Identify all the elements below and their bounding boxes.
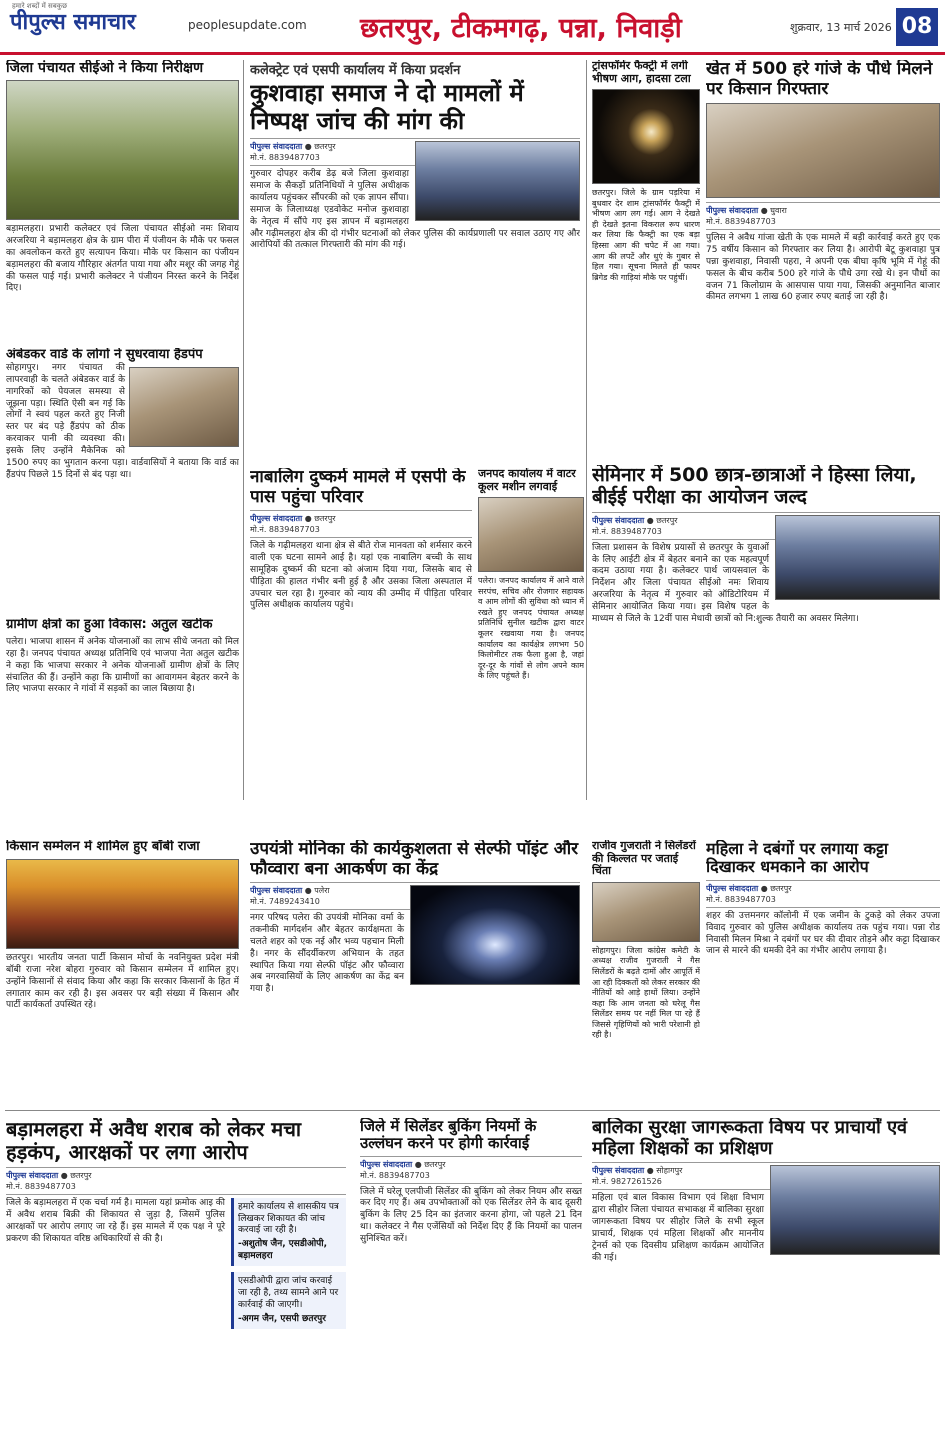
byline-name: पीपुल्स संवाददाता bbox=[706, 883, 759, 893]
byline-place: पलेरा bbox=[314, 886, 330, 896]
kicker: कलेक्ट्रेट एवं एसपी कार्यालय में किया प्रदर्शन bbox=[250, 63, 461, 78]
story-body: बड़ामलहरा। प्रभारी कलेक्टर एवं जिला पंचायत सीईओ नमः शिवाय अरजरिया ने बड़ामलहरा क्षेत्र के ग्राम पीरा में पंजीयन के मौके पर फसल का अवलोकन करते हुए सत्यापन किया। मौके पर किसान का पंजीयन बड़ामलहरा की बजाय गौरिहार अंतर्गत पाया गया और मशूर की जगह गेहूं की फसल पाई गई। प्रभारी कलेक्टर ने पंजीयन निरस्त करने के निर्देश दिए। bbox=[6, 224, 239, 294]
story-rural-development[interactable] bbox=[6, 618, 239, 798]
byline-name: पीपुल्स संवाददाता bbox=[706, 206, 759, 216]
byline-name: पीपुल्स संवाददाता bbox=[592, 515, 645, 525]
headline[interactable]: ट्रांसफॉर्मर फैक्ट्री में लगी भीषण आग, हादसा टला bbox=[592, 60, 691, 85]
mobile-number: मो.नं. 7489243410 bbox=[250, 897, 320, 907]
byline-name: पीपुल्स संवाददाता bbox=[360, 1159, 413, 1169]
story-cylinder-shortage[interactable] bbox=[592, 840, 700, 1105]
story-body: महिला एवं बाल विकास विभाग एवं शिक्षा विभाग द्वारा सीहोर जिला पंचायत सभाकक्ष में बालिका सुरक्षा जागरूकता विषय पर सीहोर जिले के सभी स्कूल प्राचार्य, शिक्षक एवं महिला शिक्षकों और माननीय ट्रेनर्स को एक दिवसीय प्रशिक्षण कार्यक्रम आयोजित की गई। bbox=[592, 1193, 764, 1263]
headline[interactable]: नाबालिग दुष्कर्म मामले में एसपी के पास पहुंचा परिवार bbox=[250, 468, 466, 507]
byline: पीपुल्स संवाददाता ● छतरपुर मो.नं. 8839487703 bbox=[250, 510, 472, 538]
mobile-number: मो.नं. 8839487703 bbox=[250, 153, 320, 163]
website-link[interactable]: peoplesupdate.com bbox=[188, 18, 307, 32]
byline-name: पीपुल्स संवाददाता bbox=[250, 886, 303, 896]
byline: पीपुल्स संवाददाता ● छतरपुर मो.नं. 8839487703 bbox=[6, 1167, 346, 1195]
story-photo bbox=[775, 515, 940, 600]
story-photo bbox=[706, 103, 940, 198]
byline: पीपुल्स संवाददाता ● पलेरा मो.नं. 7489243410 bbox=[250, 882, 580, 910]
story-illegal-liquor[interactable] bbox=[6, 1118, 346, 1440]
byline: पीपुल्स संवाददाता ● घुवारा मो.नं. 8839487703 bbox=[706, 202, 940, 230]
story-water-cooler[interactable] bbox=[478, 468, 584, 803]
headline[interactable]: अंबेडकर वार्ड के लोगों ने सुधरवाया हैंडपंप bbox=[6, 348, 203, 362]
brand-tagline: हमारे शब्दों में सबकुछ bbox=[12, 2, 68, 10]
story-body: पलेरा। भाजपा शासन में अनेक योजनाओं का लाभ सीधे जनता को मिल रहा है। जनपद पंचायत अध्यक्ष प्रतिनिधि एवं भाजपा नेता अतुल खटीक ने कहा कि भाजपा सरकार ने अनेक योजनाओं ग्रामीण क्षेत्रों के लिए संचालित की हैं। उन्होंने कहा कि ग्रामीणों का आवागमन बेहतर करने के लिए भाजपा सरकार ने गांवों में सड़कों का जाल बिछाया है। bbox=[6, 636, 239, 695]
headline[interactable]: सेमिनार में 500 छात्र-छात्राओं ने हिस्सा लिया, बीईई परीक्षा का आयोजन जल्द bbox=[592, 465, 917, 508]
story-photo bbox=[6, 859, 239, 949]
story-kisan-sammelan[interactable] bbox=[6, 840, 239, 1105]
story-body: सोहागपुर। नगर पंचायत की लापरवाही के चलते अंबेडकर वार्ड के नागरिकों को पेयजल समस्या से जूझना पड़ा। स्थिति ऐसी बन गई कि लोगों ने स्वयं पहल करते हुए निजी स्तर पर बंद पड़े हैंडपंप को ठीक करवाकर पानी की व्यवस्था की। इसके लिए उन्होंने मैकेनिक को 1500 रुपए का भुगतान करना पड़ा। वार्डवासियों ने बताया कि वार्ड का हैंडपंप पिछले 15 दिनों से बंद पड़ा था। bbox=[6, 362, 239, 480]
page-number: 08 bbox=[896, 8, 938, 46]
story-photo bbox=[6, 80, 239, 220]
quote-author: -अशुतोष जैन, एसडीओपी, बड़ामलहरा bbox=[238, 1239, 328, 1261]
quote-author: -अगम जैन, एसपी छतरपुर bbox=[238, 1313, 326, 1324]
story-photo bbox=[770, 1165, 940, 1255]
headline[interactable]: राजीव गुजराती ने सिलेंडरों की किल्लत पर जताई चिंता bbox=[592, 840, 696, 878]
story-factory-fire[interactable] bbox=[592, 60, 700, 460]
headline[interactable]: जनपद कार्यालय में वाटर कूलर मशीन लगवाई bbox=[478, 468, 576, 493]
headline[interactable]: खेत में 500 हरे गांजे के पौधे मिलने पर किसान गिरफ्तार bbox=[706, 60, 933, 99]
mobile-number: मो.नं. 8839487703 bbox=[706, 894, 776, 904]
story-body: पलेरा। जनपद कार्यालय में आने वाले सरपंच, सचिव और रोजगार सहायक व आम लोगों की सुविधा को ध्यान में रखते हुए जनपद पंचायत अध्यक्ष प्रतिनिधि सुनील खटीक द्वारा वाटर कूलर रखवाया गया है। जनपद कार्यालय का कार्यक्षेत्र लगभग 50 किलोमीटर तक फैला हुआ है, जहां दूर-दूर के गांवों से लोग अपने काम के लिए पहुंचते हैं। bbox=[478, 576, 584, 681]
story-body: गुरुवार दोपहर करीब डेढ़ बजे जिला कुशवाहा समाज के सैकड़ों प्रतिनिधियों ने पुलिस अधीक्षक कार्यालय पहुंचकर सौंपरकी को एक ज्ञापन सौंपा। समाज के जिलाध्यक्ष एडवोकेट मनोज कुशवाहा के नेतृत्व में सौंपे गए इस ज्ञापन में बड़ामलहरा और गढ़ीमलहरा क्षेत्र की दो गंभीर घटनाओं को लेकर पुलिस की कार्यप्रणाली पर सवाल उठाए गए और आरोपियों की तत्काल गिरफ्तारी की मांग की गई। bbox=[250, 169, 580, 251]
mobile-number: मो.नं. 8839487703 bbox=[360, 1170, 430, 1180]
story-body: पुलिस ने अवैध गांजा खेती के एक मामले में बड़ी कार्रवाई करते हुए एक 75 वर्षीय किसान को गिरफ्तार कर लिया है। आरोपी बेटू कुशवाहा पुत्र पन्ना कुशवाहा, निवासी पहरा, ने अपनी एक बीघा कृषि भूमि में गेहूं की फसल के बीच करीब 500 हरे गांजे के पौधे उगा रखे थे। इन पौधों का वजन 71 किलोग्राम के आसपास पाया गया, जिसकी अनुमानित बाजार कीमत लगभग 1 लाख 60 हजार रुपए बताई जा रही है। bbox=[706, 233, 940, 303]
headline[interactable]: उपयंत्री मोनिका की कार्यकुशलता से सेल्फी पॉइंट और फौव्वारा बना आकर्षण का केंद्र bbox=[250, 840, 579, 879]
headline[interactable]: बड़ामलहरा में अवैध शराब को लेकर मचा हड़कंप, आरक्षकों पर लगा आरोप bbox=[6, 1118, 302, 1164]
story-girl-safety[interactable] bbox=[592, 1118, 940, 1440]
story-photo bbox=[129, 367, 239, 447]
mobile-number: मो.नं. 9827261526 bbox=[592, 1177, 662, 1187]
quote-text: हमारे कार्यालय से शासकीय पत्र लिखकर शिकायत की जांच करवाई जा रही है। bbox=[238, 1202, 339, 1236]
headline[interactable]: बालिका सुरक्षा जागरूकता विषय पर प्राचार्यों एवं महिला शिक्षकों का प्रशिक्षण bbox=[592, 1118, 908, 1159]
mobile-number: मो.नं. 8839487703 bbox=[6, 1182, 76, 1191]
story-selfie-point[interactable] bbox=[250, 840, 580, 1105]
story-photo bbox=[415, 141, 580, 221]
story-ceo-inspection[interactable] bbox=[6, 60, 239, 345]
story-photo bbox=[592, 882, 700, 942]
quote-text: एसडीओपी द्वारा जांच करवाई जा रही है, तथ्य सामने आने पर कार्रवाई की जाएगी। bbox=[238, 1276, 339, 1310]
headline[interactable]: किसान सम्मेलन में शामिल हुए बॉबी राजा bbox=[6, 840, 200, 854]
story-seminar[interactable] bbox=[592, 465, 940, 805]
story-body: जिले के गढ़ीमलहरा थाना क्षेत्र से बीते रोज मानवता को शर्मसार करने वाली एक घटना सामने आई है। यहां एक नाबालिग बच्ची के साथ सामूहिक दुष्कर्म की घटना को अंजाम दिया गया, जिसके बाद से पीड़िता की हालत गंभीर बनी हुई है और उसका जिला अस्पताल में उपचार चल रहा है। गुरुवार को न्याय की उम्मीद में पीड़िता परिवार पुलिस अधीक्षक कार्यालय पहुंचे। bbox=[250, 541, 472, 611]
story-woman-threat[interactable] bbox=[706, 840, 940, 1105]
headline[interactable]: जिले में सिलेंडर बुकिंग नियमों के उल्लंघन करने पर होगी कार्रवाई bbox=[360, 1118, 537, 1153]
story-cylinder-rules[interactable] bbox=[360, 1118, 582, 1440]
region-title: छतरपुर, टीकमगढ़, पन्ना, निवाड़ी bbox=[360, 13, 682, 44]
story-ganja-arrest[interactable] bbox=[706, 60, 940, 460]
byline-place: छतरपुर bbox=[314, 514, 336, 524]
story-body: सोहागपुर। जिला कांग्रेस कमेटी के अध्यक्ष राजीव गुजराती ने गैस सिलेंडरों के बढ़ते दामों और आपूर्ति में आ रही दिक्कतों को लेकर सरकार की नीतियों को आड़े हाथों लिया। उन्होंने कहा कि आम जनता को घरेलू गैस सिलेंडर समय पर नहीं मिल पा रहे हैं जिससे गृहिणियों को भारी परेशानी हो रही है। bbox=[592, 945, 700, 1040]
byline-name: पीपुल्स संवाददाता bbox=[6, 1171, 59, 1180]
byline-place: सोहागपुर bbox=[656, 1166, 683, 1176]
column-rule bbox=[243, 60, 244, 800]
story-body: छतरपुर। जिले के ग्राम पड़रिया में बुधवार देर शाम ट्रांसफॉर्मर फैक्ट्री में भीषण आग लग गई। आग ने देखते ही देखते इतना विकराल रूप धारण कर लिया कि फैक्ट्री का एक बड़ा हिस्सा आग की चपेट में आ गया। आग की लपटें और धुएं के गुबार से हिल गया। सूचना मिलते ही फायर ब्रिगेड की गाड़ियां मौके पर पहुंचीं। bbox=[592, 188, 700, 282]
byline-place: छतरपुर bbox=[424, 1159, 446, 1169]
story-kushwaha-protest[interactable] bbox=[250, 60, 580, 450]
masthead bbox=[0, 0, 945, 55]
story-body: जिले के बड़ामलहरा में एक चर्चा गर्म है। मामला यहां फ्रमोक आइ की में अवैध शराब बिक्री की शिकायत से जुड़ा है, जिसमें पुलिस आरक्षकों पर आरोप लगाए जा रहे हैं। इस मामले में एक पक्ष ने पूरे प्रकरण की शिकायत वरिष्ठ अधिकारियों से की है। bbox=[6, 1198, 225, 1244]
story-body: जिला प्रशासन के विशेष प्रयासों से छतरपुर के युवाओं के लिए आईटी क्षेत्र में बेहतर बनाने का एक महत्वपूर्ण कदम उठाया गया है। कलेक्टर पार्थ जायसवाल के निर्देशन और जिला पंचायत सीईओ नमः शिवाय अरजरिया के नेतृत्व में गुरुवार को ऑडिटोरियम में सेमिनार आयोजित किया गया। इस विशेष पहल के माध्यम से जिले के 12वीं पास मेधावी छात्रों को नि:शुल्क तैयारी का अवसर मिलेगा। bbox=[592, 542, 859, 624]
quote-box bbox=[231, 1198, 346, 1266]
story-photo bbox=[478, 497, 584, 572]
byline-place: छतरपुर bbox=[656, 515, 678, 525]
story-photo bbox=[592, 89, 700, 184]
story-photo bbox=[410, 885, 580, 985]
byline: पीपुल्स संवाददाता ● छतरपुर मो.नं. 8839487703 bbox=[360, 1156, 582, 1184]
headline[interactable]: ग्रामीण क्षेत्रों का हुआ विकास: अतुल खटीक bbox=[6, 618, 213, 632]
byline: पीपुल्स संवाददाता ● छतरपुर मो.नं. 8839487703 bbox=[592, 512, 940, 540]
headline[interactable]: कुशवाहा समाज ने दो मामलों में निष्पक्ष जांच की मांग की bbox=[250, 79, 524, 135]
byline-place: घुवारा bbox=[770, 206, 787, 216]
mobile-number: मो.नं. 8839487703 bbox=[592, 526, 662, 536]
story-body: छतरपुर। भारतीय जनता पार्टी किसान मोर्चा के नवनियुक्त प्रदेश मंत्री बॉबी राजा नरेश बोहरा गुरुवार को किसान सम्मेलन में शामिल हुए। उन्होंने किसानों से संवाद किया और कहा कि सरकार किसानों के हित में लगातार काम कर रही है। इस अवसर पर बड़ी संख्या में किसान और पार्टी कार्यकर्ता उपस्थित रहे। bbox=[6, 952, 239, 1011]
byline-place: छतरपुर bbox=[314, 142, 336, 152]
story-handpump[interactable] bbox=[6, 348, 239, 616]
publication-date: शुक्रवार, 13 मार्च 2026 bbox=[790, 21, 892, 34]
headline[interactable]: महिला ने दबंगों पर लगाया कट्टा दिखाकर धमकाने का आरोप bbox=[706, 840, 889, 877]
mobile-number: मो.नं. 8839487703 bbox=[706, 217, 776, 227]
byline: पीपुल्स संवाददाता ● सोहागपुर मो.नं. 9827261526 bbox=[592, 1162, 940, 1190]
story-body: शहर की उत्तमनगर कॉलोनी में एक जमीन के टुकड़े को लेकर उपजा विवाद गुरुवार को पुलिस अधीक्षक कार्यालय तक पहुंच गया। पन्ना रोड निवासी मिलन मिश्रा ने दबंगों पर घर की दीवार तोड़ने और कट्टा दिखाकर जान से मारने की धमकी देने का गंभीर आरोप लगाया है। bbox=[706, 910, 940, 957]
story-body: जिले में घरेलू एलपीजी सिलेंडर की बुकिंग को लेकर नियम और सख्त कर दिए गए हैं। अब उपभोक्ताओं को एक सिलेंडर लेने के बाद दूसरी बुकिंग के लिए 25 दिन का इंतजार करना होगा, जो पहले 21 दिन था। कलेक्टर ने गैस एजेंसियों को निर्देश दिए हैं कि नियमों का पालन सुनिश्चित करें। bbox=[360, 1186, 582, 1244]
byline-name: पीपुल्स संवाददाता bbox=[592, 1166, 645, 1176]
byline-place: छतरपुर bbox=[70, 1171, 92, 1180]
story-minor-case[interactable] bbox=[250, 468, 472, 803]
byline-name: पीपुल्स संवाददाता bbox=[250, 514, 303, 524]
section-rule bbox=[5, 1110, 940, 1111]
quote-box bbox=[231, 1272, 346, 1329]
column-rule bbox=[586, 60, 587, 800]
byline-name: पीपुल्स संवाददाता bbox=[250, 142, 303, 152]
byline-place: छतरपुर bbox=[770, 883, 792, 893]
byline: पीपुल्स संवाददाता ● छतरपुर मो.नं. 8839487703 bbox=[250, 138, 580, 166]
mobile-number: मो.नं. 8839487703 bbox=[250, 525, 320, 535]
brand-logo[interactable]: पीपुल्स समाचार bbox=[10, 9, 136, 35]
byline: पीपुल्स संवाददाता ● छतरपुर मो.नं. 8839487703 bbox=[706, 880, 940, 908]
story-body: नगर परिषद पलेरा की उपयंत्री मोनिका वर्मा के तकनीकी मार्गदर्शन और बेहतर कार्यक्षमता के चलते शहर को एक नई और भव्य पहचान मिली है। नगर के सौंदर्यीकरण अभियान के तहत स्थापित किया गया सेल्फी पॉइंट और फौव्वारा अब नगरवासियों के लिए आकर्षण का केंद्र बन गया है। bbox=[250, 913, 404, 995]
headline[interactable]: जिला पंचायत सीईओ ने किया निरीक्षण bbox=[6, 60, 204, 76]
